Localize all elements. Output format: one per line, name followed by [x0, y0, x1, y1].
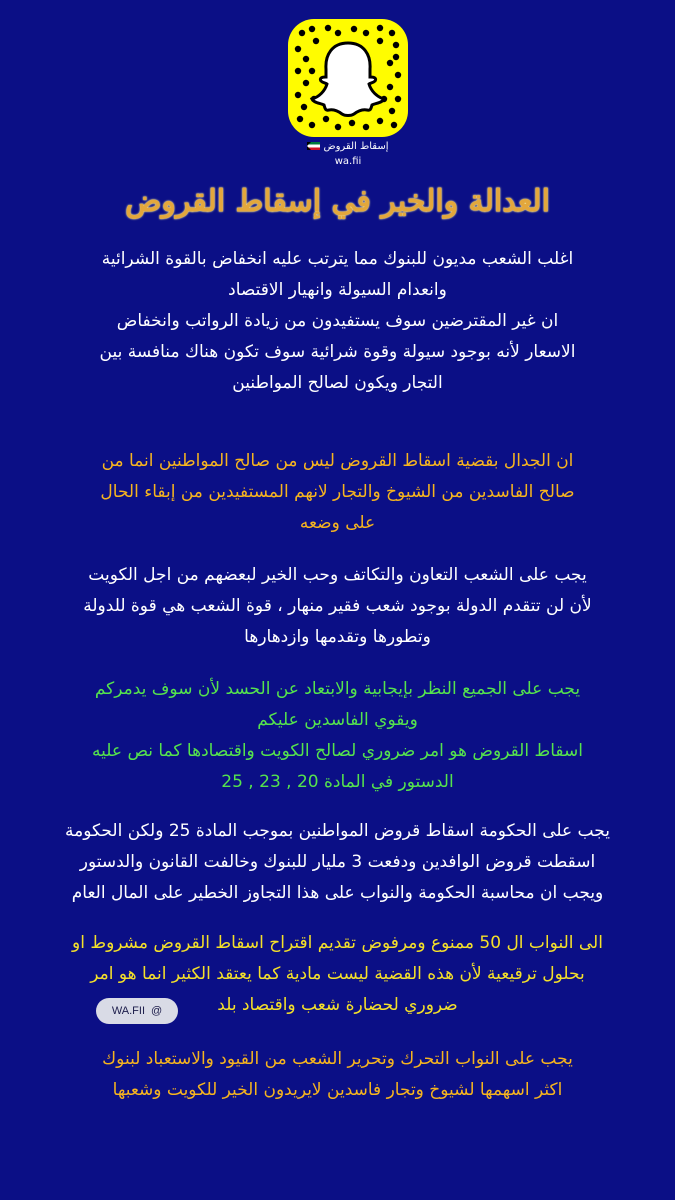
snapcode-username: wa.fii: [334, 156, 362, 167]
page-title: العدالة والخير في إسقاط القروض: [125, 184, 550, 219]
paragraph-cooperation: [22, 560, 653, 653]
watermark-badge: [96, 998, 178, 1024]
paragraph-line: اسقاط القروض هو امر ضروري لصالح الكويت واقتصادها كما نص عليه: [92, 741, 583, 761]
paragraph-line: اغلب الشعب مديون للبنوك مما يترتب عليه انخفاض بالقوة الشرائية: [101, 249, 574, 269]
paragraph-line: ان الجدال بقضية اسقاط القروض ليس من صالح المواطنين انما من: [101, 451, 574, 471]
snapcode-display-name: [280, 141, 416, 153]
snapcode[interactable]: [288, 19, 408, 137]
watermark-at-icon: @: [151, 1005, 163, 1017]
paragraph-line: وانعدام السيولة وانهيار الاقتصاد: [228, 280, 447, 300]
snapcode-display-name-text: إسقاط القروض: [323, 141, 389, 152]
paragraph-positivity: [22, 674, 653, 798]
paragraph-debate: [22, 446, 653, 539]
paragraph-line: على وضعه: [299, 513, 376, 533]
paragraph-line: ضروري لحضارة شعب واقتصاد بلد: [217, 995, 458, 1015]
paragraph-line: التجار ويكون لصالح المواطنين: [232, 373, 443, 393]
paragraph-line: بحلول ترقيعية لأن هذه القضية ليست مادية كما يعتقد الكثير انما هو امر: [90, 964, 585, 984]
paragraph-call-to-action: [22, 1044, 653, 1106]
watermark-handle: WA.FII: [111, 1005, 146, 1017]
paragraph-line: ان غير المقترضين سوف يستفيدون من زيادة الرواتب وانخفاض: [116, 311, 559, 331]
paragraph-line: ويجب ان محاسبة الحكومة والنواب على هذا التجاوز الخطير على المال العام: [71, 883, 604, 903]
kuwait-flag-icon: [307, 142, 320, 150]
paragraph-line: يجب على الحكومة اسقاط قروض المواطنين بموجب المادة 25 ولكن الحكومة: [65, 821, 610, 841]
paragraph-line: اكثر اسهمها لشيوخ وتجار فاسدين لايريدون الخير للكويت وشعبها: [112, 1080, 563, 1100]
paragraph-line: الى النواب ال 50 ممنوع ومرفوض تقديم اقتراح اسقاط القروض مشروط او: [72, 933, 603, 953]
paragraph-line: الاسعار لأنه بوجود سيولة وقوة شرائية سوف تكون هناك منافسة بين: [99, 342, 576, 362]
paragraph-line: صالح الفاسدين من الشيوخ والتجار لانهم المستفيدين من إبقاء الحال: [100, 482, 575, 502]
paragraph-line: يجب على الجميع النظر بإيجابية والابتعاد عن الحسد لأن سوف يدمركم: [94, 679, 581, 699]
paragraph-line: الدستور في المادة 20 , 23 , 25: [221, 772, 454, 792]
paragraph-line: اسقطت قروض الوافدين ودفعت 3 مليار للبنوك وخالفت القانون والدستور: [79, 852, 596, 872]
paragraph-government: [22, 816, 653, 909]
paragraph-line: لأن لن تتقدم الدولة بوجود شعب فقير منهار ، قوة الشعب هي قوة للدولة: [83, 596, 592, 616]
paragraph-economic-impact: [22, 244, 653, 399]
paragraph-line: وتطورها وتقدمها وازدهارها: [244, 627, 431, 647]
snapchat-ghost-icon: [288, 19, 408, 137]
paragraph-line: يجب على النواب التحرك وتحرير الشعب من القيود والاستعباد لبنوك: [102, 1049, 573, 1069]
paragraph-line: ويقوي الفاسدين عليكم: [257, 710, 418, 730]
paragraph-line: يجب على الشعب التعاون والتكاتف وحب الخير لبعضهم من اجل الكويت: [88, 565, 587, 585]
